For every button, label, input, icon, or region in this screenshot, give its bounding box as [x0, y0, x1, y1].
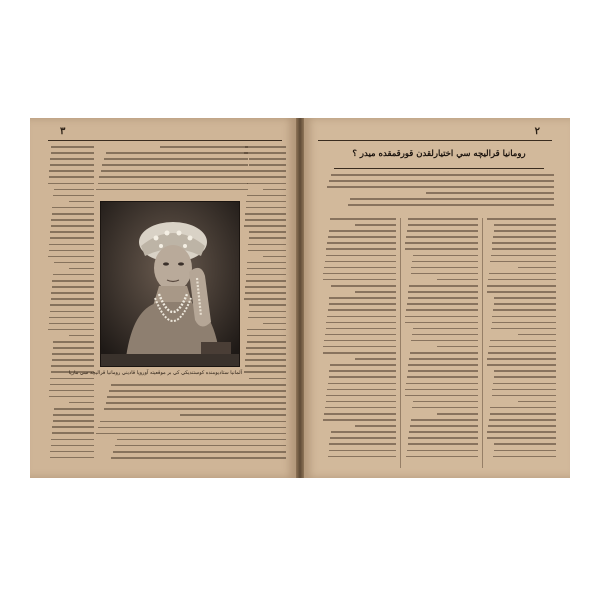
text-line [329, 297, 396, 299]
text-line [329, 180, 554, 182]
text-line [248, 244, 286, 246]
text-line [52, 426, 94, 428]
text-line [52, 359, 94, 361]
left-page [30, 118, 296, 478]
text-line [52, 213, 94, 215]
text-line [246, 274, 286, 276]
text-line [52, 280, 94, 282]
left-page-number: ٣ [60, 126, 66, 137]
text-line [327, 186, 554, 188]
text-line [406, 236, 478, 238]
text-line [49, 317, 94, 319]
text-line [51, 365, 94, 367]
text-line [323, 273, 396, 275]
text-line [249, 158, 286, 160]
text-line [326, 395, 396, 397]
article-column-1 [322, 218, 396, 468]
text-line [408, 224, 478, 226]
text-line [406, 383, 478, 385]
text-line [329, 230, 396, 232]
text-line [330, 437, 396, 439]
text-line [51, 445, 94, 447]
text-line [493, 456, 556, 458]
text-line [249, 164, 286, 166]
text-line [492, 395, 556, 397]
text-line [245, 292, 286, 294]
text-line [98, 427, 286, 429]
right-page [304, 118, 570, 478]
text-line [326, 255, 396, 257]
text-line [407, 450, 478, 452]
text-line [69, 268, 94, 270]
text-line [350, 198, 554, 200]
text-line [405, 248, 478, 250]
text-line [326, 322, 396, 324]
text-line [50, 384, 94, 386]
text-line [411, 340, 478, 342]
text-line [488, 279, 556, 281]
text-line [249, 311, 286, 313]
text-line [247, 335, 286, 337]
text-line [111, 457, 286, 459]
text-line [410, 425, 478, 427]
text-line [263, 323, 286, 325]
text-line [407, 230, 478, 232]
text-line [53, 195, 94, 197]
text-line [102, 164, 248, 166]
text-line [494, 224, 556, 226]
text-line [246, 347, 286, 349]
text-line [245, 286, 286, 288]
text-line [160, 146, 248, 148]
text-line [109, 390, 286, 392]
text-line [409, 358, 478, 360]
text-line [492, 248, 556, 250]
text-line [117, 439, 286, 441]
text-line [408, 370, 478, 372]
text-line [244, 225, 286, 227]
column-divider [482, 218, 483, 468]
text-line [245, 146, 286, 148]
text-line [323, 279, 396, 281]
text-line [326, 328, 396, 330]
text-line [409, 431, 478, 433]
text-line [50, 158, 94, 160]
text-line [48, 329, 94, 331]
text-line [249, 378, 286, 380]
text-line [327, 242, 396, 244]
text-line [412, 334, 478, 336]
text-line [249, 304, 286, 306]
text-line [518, 334, 557, 336]
text-line [408, 443, 478, 445]
text-line [490, 407, 556, 409]
text-line [408, 437, 478, 439]
text-line [69, 335, 94, 337]
text-line [328, 383, 396, 385]
text-line [410, 352, 478, 354]
text-line [408, 291, 478, 293]
text-line [323, 346, 396, 348]
text-line [50, 231, 94, 233]
text-line [355, 358, 396, 360]
text-line [491, 255, 556, 257]
text-line [247, 262, 286, 264]
text-line [107, 396, 286, 398]
text-line [408, 218, 478, 220]
text-line [324, 267, 396, 269]
text-line [106, 402, 286, 404]
text-line [329, 443, 396, 445]
text-line [53, 341, 94, 343]
text-line [437, 413, 478, 415]
text-line [96, 433, 286, 435]
text-line [50, 378, 94, 380]
text-line [50, 237, 94, 239]
text-line [245, 365, 286, 367]
text-line [51, 298, 94, 300]
text-line [327, 316, 396, 318]
text-line [263, 189, 286, 191]
text-line [49, 170, 94, 172]
column-divider [400, 218, 401, 468]
text-line [408, 297, 478, 299]
article-title: رومانيا قراليچه سي اختيارلقدن قورقمقده ميدر ؟ [352, 149, 526, 159]
text-line [245, 213, 286, 215]
text-line [106, 152, 248, 154]
text-line [326, 401, 396, 403]
text-line [490, 413, 557, 415]
text-line [51, 439, 94, 441]
text-line [409, 285, 478, 287]
text-line [494, 376, 556, 378]
text-line [327, 389, 396, 391]
text-line [329, 450, 396, 452]
text-line [245, 219, 286, 221]
text-line [51, 219, 94, 221]
text-line [494, 450, 556, 452]
text-line [405, 389, 478, 391]
text-line [246, 201, 286, 203]
text-line [413, 255, 478, 257]
text-line [406, 309, 478, 311]
text-line [412, 261, 478, 263]
text-line [405, 395, 478, 397]
article-intro-paragraph [322, 174, 554, 214]
portrait-image [101, 202, 239, 366]
text-line [407, 303, 478, 305]
text-line [330, 218, 396, 220]
text-line [411, 419, 478, 421]
text-line [51, 225, 94, 227]
text-line [53, 347, 94, 349]
title-rule [334, 168, 544, 169]
text-line [437, 279, 478, 281]
text-line [113, 451, 286, 453]
text-line [248, 250, 286, 252]
text-line [493, 383, 556, 385]
text-line [518, 267, 557, 269]
text-line [248, 317, 286, 319]
text-line [494, 443, 556, 445]
text-line [48, 256, 94, 258]
text-line [51, 146, 94, 148]
text-line [493, 236, 556, 238]
text-line [49, 176, 94, 178]
text-line [99, 176, 248, 178]
text-line [348, 204, 554, 206]
text-line [249, 231, 286, 233]
text-line [325, 334, 396, 336]
text-line [51, 292, 94, 294]
text-line [487, 218, 556, 220]
text-line [328, 309, 396, 311]
text-line [98, 183, 248, 185]
text-line [246, 280, 286, 282]
text-line [413, 401, 478, 403]
left-bottom-text-block [94, 384, 286, 469]
right-header-rule [318, 140, 552, 141]
text-line [488, 425, 556, 427]
text-line [49, 244, 94, 246]
text-line [355, 224, 396, 226]
text-line [331, 174, 554, 176]
text-line [487, 285, 556, 287]
text-line [50, 164, 94, 166]
text-line [49, 250, 94, 252]
text-line [490, 261, 556, 263]
text-line [492, 322, 556, 324]
text-line [328, 456, 396, 458]
photo-caption: آلمانيا ستاديومنده كوستنديكي كي بر موقعيته آوروپا قاديني رومانيا قراليچه سي ماريا [68, 370, 242, 376]
text-line [51, 152, 94, 154]
text-line [50, 451, 94, 453]
text-line [407, 376, 478, 378]
spine-gutter [296, 118, 304, 478]
text-line [487, 358, 556, 360]
text-line [246, 207, 286, 209]
text-line [493, 309, 556, 311]
text-line [324, 340, 396, 342]
text-line [489, 273, 556, 275]
text-line [489, 419, 556, 421]
text-line [48, 183, 94, 185]
text-line [494, 297, 556, 299]
text-line [96, 189, 248, 191]
left-inner-column [244, 146, 286, 386]
text-line [491, 328, 556, 330]
text-line [492, 316, 556, 318]
text-line [52, 432, 94, 434]
text-line [330, 364, 396, 366]
text-line [244, 152, 286, 154]
text-line [100, 421, 286, 423]
text-line [50, 304, 94, 306]
text-line [325, 407, 396, 409]
text-line [52, 353, 94, 355]
text-line [494, 370, 556, 372]
text-line [69, 402, 94, 404]
text-line [406, 456, 478, 458]
text-line [53, 420, 94, 422]
text-line [244, 298, 286, 300]
text-line [492, 242, 556, 244]
text-line [247, 329, 286, 331]
article-column-3 [486, 218, 556, 468]
text-line [69, 201, 94, 203]
text-line [405, 316, 478, 318]
text-line [331, 285, 396, 287]
text-line [247, 268, 286, 270]
text-line [104, 158, 248, 160]
text-line [248, 176, 286, 178]
text-line [411, 267, 478, 269]
left-outer-column [48, 146, 94, 466]
text-line [263, 256, 286, 258]
text-line [412, 407, 478, 409]
text-line [329, 303, 396, 305]
text-line [49, 390, 94, 392]
text-line [244, 371, 286, 373]
text-line [518, 401, 557, 403]
text-line [488, 352, 556, 354]
text-line [247, 183, 286, 185]
text-line [331, 431, 396, 433]
text-line [355, 291, 396, 293]
text-line [53, 274, 94, 276]
text-line [494, 303, 556, 305]
article-column-2 [404, 218, 478, 468]
text-line [328, 236, 396, 238]
text-line [54, 262, 94, 264]
text-line [249, 237, 286, 239]
text-line [115, 445, 286, 447]
text-line [53, 414, 94, 416]
text-line [324, 413, 396, 415]
text-line [50, 457, 94, 459]
right-page-number: ٢ [534, 126, 540, 137]
text-line [487, 431, 556, 433]
text-line [52, 207, 94, 209]
text-line [54, 189, 94, 191]
text-line [180, 414, 286, 416]
text-line [246, 353, 286, 355]
text-line [49, 323, 94, 325]
portrait-photo [100, 201, 240, 367]
text-line [487, 364, 556, 366]
text-line [104, 408, 286, 410]
text-line [411, 273, 478, 275]
text-line [323, 419, 396, 421]
left-top-text-block [88, 146, 248, 196]
text-line [247, 341, 286, 343]
text-line [54, 408, 94, 410]
text-line [101, 170, 248, 172]
text-line [408, 364, 478, 366]
text-line [487, 291, 556, 293]
text-line [111, 384, 286, 386]
text-line [355, 425, 396, 427]
text-line [405, 242, 478, 244]
text-line [489, 346, 556, 348]
text-line [323, 352, 396, 354]
text-line [405, 322, 478, 324]
text-line [487, 437, 556, 439]
text-line [52, 286, 94, 288]
text-line [494, 230, 556, 232]
text-line [247, 195, 286, 197]
text-line [325, 261, 396, 263]
text-line [245, 359, 286, 361]
text-line [492, 389, 556, 391]
left-header-rule [48, 140, 282, 141]
text-line [326, 248, 396, 250]
magazine-spread [30, 118, 570, 478]
text-line [329, 376, 396, 378]
text-line [426, 192, 554, 194]
text-line [413, 328, 478, 330]
text-line [50, 311, 94, 313]
text-line [437, 346, 478, 348]
text-line [49, 396, 94, 398]
text-line [490, 340, 557, 342]
text-line [248, 170, 286, 172]
text-line [329, 370, 396, 372]
